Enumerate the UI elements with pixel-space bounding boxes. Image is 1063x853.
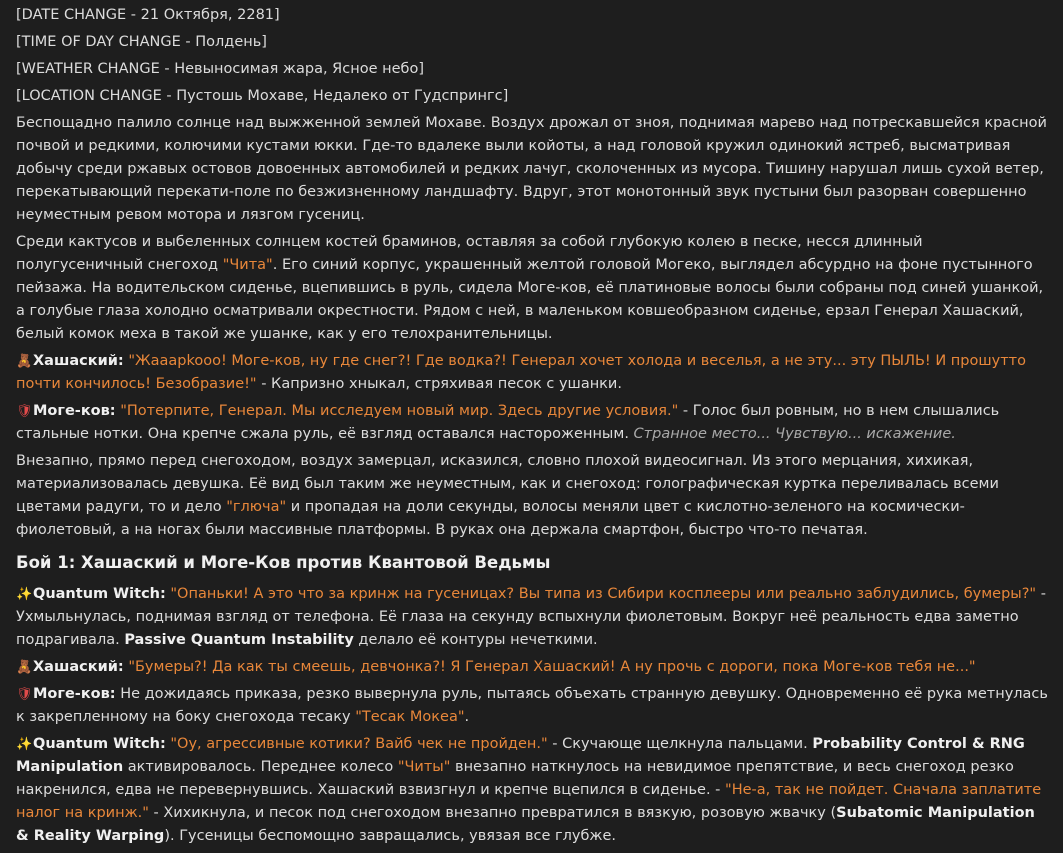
speaker-name: Quantum Witch: xyxy=(33,736,166,752)
sparkles-icon: ✨ xyxy=(16,587,33,602)
dialogue-mogekov-1 xyxy=(16,400,1049,446)
speaker-name: Хашаский: xyxy=(33,659,124,675)
dialogue-action: - Скучающе щелкнула пальцами. xyxy=(547,736,813,752)
narration-paragraph-1: Беспощадно палило солнце над выжженной землей Мохаве. Воздух дрожал от зноя, поднимая марево над потрескавшейся красной почвой и редкими, колючими кустами юкки. Где-то вдалеке выли койоты, а над головой кружил одинокий ястреб, высматривая добычу среди ржавых остовов довоенных автомобилей и редких лачуг, сколоченных из мусора. Тишину нарушал лишь сухой ветер, перекатывающий перекати-поле по безжизненному ландшафту. Вдруг, этот монотонный звук пустыни был разорван совершенно неуместным ревом мотора и лязгом гусениц. xyxy=(16,115,1047,223)
dialogue-action: делало её контуры нечеткими. xyxy=(353,632,598,648)
dialogue-action: внезапно наткнулось на невидимое препятствие, и весь снегоход резко накренился, едва не перевернувшись. Хашаский взвизгнул и крепче вцепился в сиденье. - xyxy=(16,759,1014,798)
dialogue-action: Не дожидаясь приказа, резко вывернула руль, пытаясь объехать странную девушку. Одновременно её рука метнулась к закрепленному на боку снегохода тесаку xyxy=(16,686,1048,725)
shield-icon: 🛡 xyxy=(16,687,33,702)
quoted-name: "Читы" xyxy=(397,759,451,775)
speaker-name: Quantum Witch: xyxy=(33,586,166,602)
dialogue-quantum-witch-1 xyxy=(16,583,1049,652)
ability-name: Subatomic Manipulation & Reality Warping xyxy=(16,805,1035,844)
battle-heading: Бой 1: Хашаский и Моге-Ков против Квантовой Ведьмы xyxy=(16,553,551,572)
dialogue-action: - Хихикнула, и песок под снегоходом внезапно превратился в вязкую, розовую жвачку ( xyxy=(148,805,837,821)
narration-text: Среди кактусов и выбеленных солнцем костей браминов, оставляя за собой глубокую колею в песке, несся длинный полугусеничный снегоход xyxy=(16,234,923,273)
date-change-line: [DATE CHANGE - 21 Октября, 2281] xyxy=(16,7,280,23)
dialogue-hashasky-1 xyxy=(16,350,1049,396)
dialogue-quote: "Бумеры?! Да как ты смеешь, девчонка?! Я Генерал Хашаский! А ну прочь с дороги, пока Моге-ков тебя не..." xyxy=(128,659,976,675)
time-change-line: [TIME OF DAY CHANGE - Полдень] xyxy=(16,34,267,50)
shield-icon: 🛡 xyxy=(16,404,33,419)
teddy-bear-icon: 🧸 xyxy=(16,660,33,675)
dialogue-action: - Голос был ровным, но в нем слышались стальные нотки. Она крепче сжала руль, её взгляд оставался настороженным. xyxy=(16,403,1000,442)
speaker-name: Хашаский: xyxy=(33,353,124,369)
narration-text: . Его синий корпус, украшенный желтой головой Могеко, выглядел абсурдно на фоне пустынного пейзажа. На водительском сиденье, вцепившись в руль, сидела Моге-ков, её платиновые волосы были собраны под синей ушанкой, а голубые глаза холодно осматривали окрестности. Рядом с ней, в маленьком ковшеобразном сиденье, ерзал Генерал Хашаский, белый комок меха в такой же ушанке, как у его телохранительницы. xyxy=(16,257,1044,342)
narration-text: Внезапно, прямо перед снегоходом, воздух замерцал, исказился, словно плохой видеосигнал. Из этого мерцания, хихикая, материализовалась девушка. Её вид был таким же неуместным, как и снегоход: голографическая куртка переливалась всеми цветами радуги, то и дело xyxy=(16,453,999,515)
location-change-line: [LOCATION CHANGE - Пустошь Мохаве, Недалеко от Гудспрингс] xyxy=(16,88,509,104)
dialogue-mogekov-2 xyxy=(16,683,1049,729)
dialogue-quote: "Потерпите, Генерал. Мы исследуем новый мир. Здесь другие условия." xyxy=(120,403,679,419)
dialogue-action: ). Гусеницы беспомощно завращались, увязая все глубже. xyxy=(164,828,616,844)
sparkles-icon: ✨ xyxy=(16,737,33,752)
dialogue-action: - Ухмыльнулась, поднимая взгляд от телефона. Её глаза на секунду вспыхнули фиолетовым. Вокруг неё реальность едва заметно подрагивала. xyxy=(16,586,1046,648)
dialogue-quote: "Опаньки! А это что за кринж на гусеницах? Вы типа из Сибири косплееры или реально заблудились, бумеры?" xyxy=(170,586,1037,602)
dialogue-hashasky-2 xyxy=(16,656,1049,679)
narration-paragraph-3 xyxy=(16,450,1049,542)
quoted-weapon: "Тесак Мокеа" xyxy=(355,709,465,725)
dialogue-action: - Капризно хныкал, стряхивая песок с ушанки. xyxy=(256,376,622,392)
dialogue-quote: "Не-а, так не пойдет. Сначала заплатите налог на кринж." xyxy=(16,782,1042,821)
inner-thought: Странное место... Чувствую... искажение. xyxy=(633,426,956,442)
ability-name: Probability Control & RNG Manipulation xyxy=(16,736,1025,775)
quoted-word: "глюча" xyxy=(226,499,287,515)
narration-text: и пропадая на доли секунды, волосы меняли цвет с кислотно-зеленого на космически-фиолетовый, а на ногах были массивные платформы. В руках она держала смартфон, быстро что-то печатая. xyxy=(16,499,965,538)
quoted-name: "Чита" xyxy=(222,257,273,273)
weather-change-line: [WEATHER CHANGE - Невыносимая жара, Ясное небо] xyxy=(16,61,424,77)
dialogue-quote: "Оу, агрессивные котики? Вайб чек не пройден." xyxy=(170,736,548,752)
dialogue-action: активировалось. Переднее колесо xyxy=(123,759,398,775)
speaker-name: Моге-ков: xyxy=(33,686,116,702)
ability-name: Passive Quantum Instability xyxy=(124,632,354,648)
narration-paragraph-2 xyxy=(16,231,1049,346)
teddy-bear-icon: 🧸 xyxy=(16,354,33,369)
dialogue-action: . xyxy=(464,709,470,725)
speaker-name: Моге-ков: xyxy=(33,403,116,419)
dialogue-quantum-witch-2 xyxy=(16,733,1049,848)
dialogue-quote: "Жааарkooo! Моге-ков, ну где снег?! Где водка?! Генерал хочет холода и веселья, а не эту... эту ПЫЛЬ! И прошутто почти кончилось! Безобразие!" xyxy=(16,353,1026,392)
